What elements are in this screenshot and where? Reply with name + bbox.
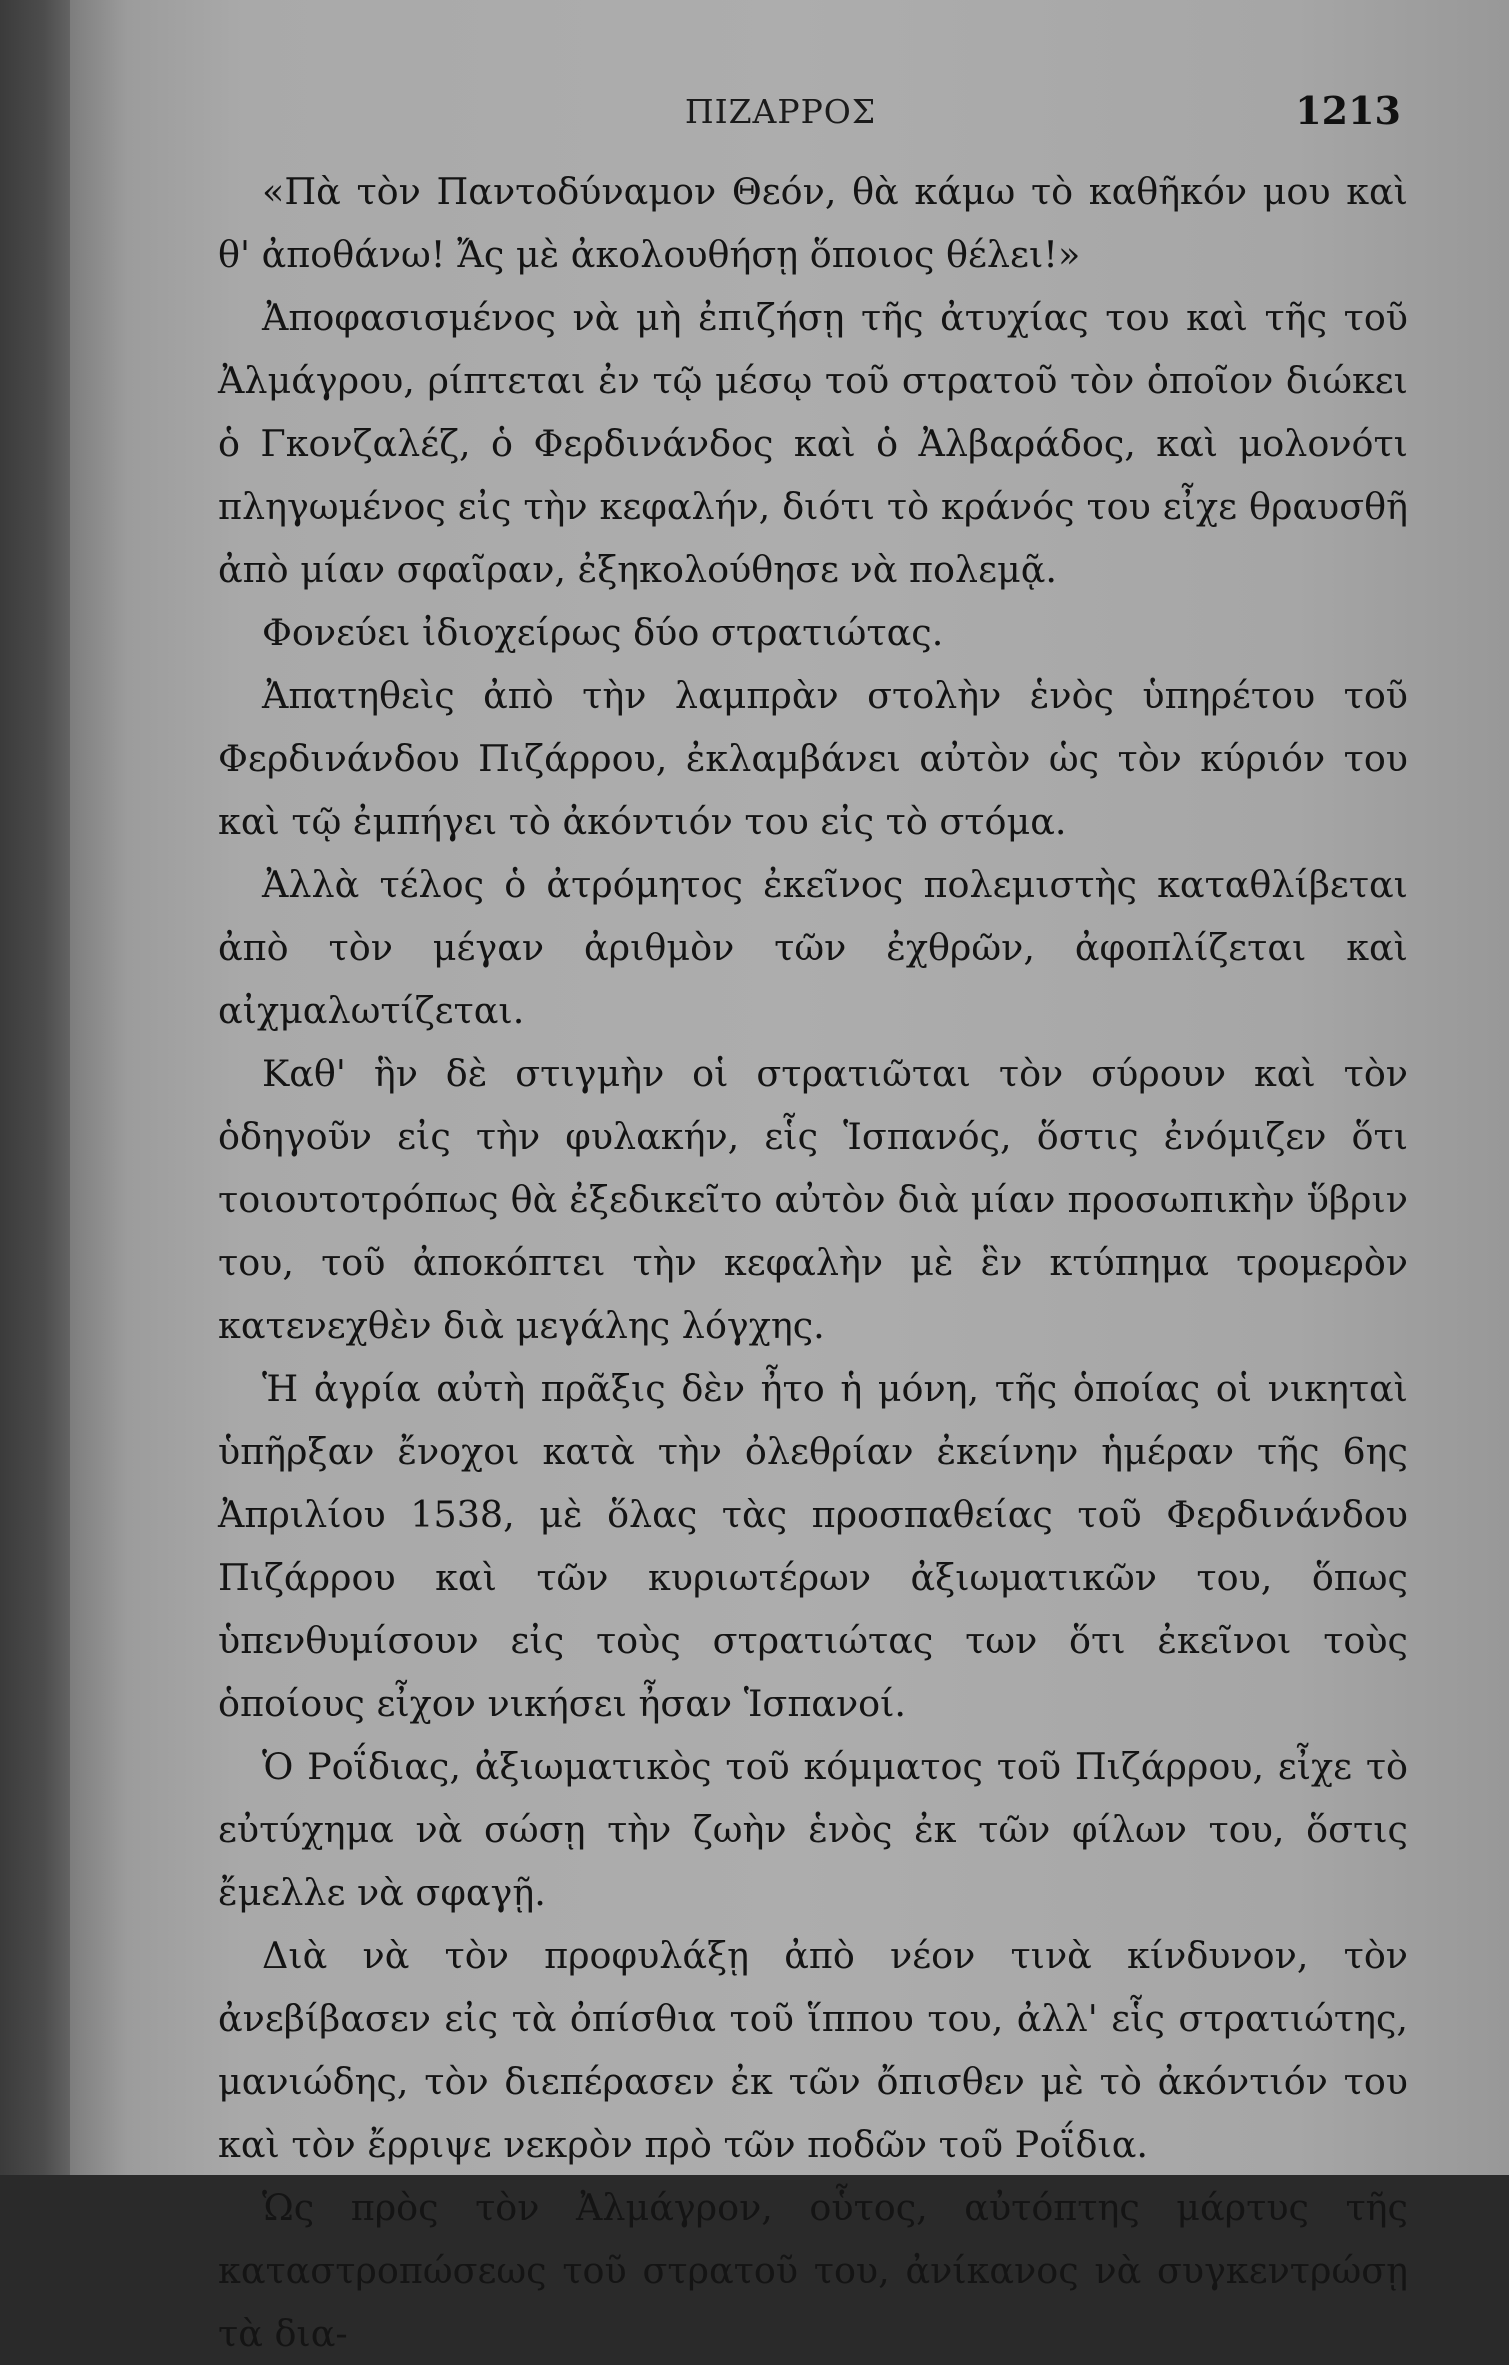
book-gutter-shadow [0, 0, 78, 2175]
book-page [70, 0, 1509, 2355]
running-title: ΠΙΖΑΡΡΟΣ [684, 92, 877, 131]
paragraph: Ὡς πρὸς τὸν Ἀλμάγρον, οὗτος, αὐτόπτης μάρτυς τῆς καταστροπώσεως τοῦ στρατοῦ του, ἀνίκανος νὰ συγκεντρώσῃ τὰ δια- [218, 2186, 1408, 2355]
paragraph: Διὰ νὰ τὸν προφυλάξῃ ἀπὸ νέον τινὰ κίνδυνον, τὸν ἀνεβίβασεν εἰς τὰ ὀπίσθια τοῦ ἵππου του, ἀλλ' εἷς στρατιώτης, μανιώδης, τὸν διεπέρασεν ἐκ τῶν ὄπισθεν μὲ τὸ ἀκόντιόν του καὶ τὸν ἔρριψε νεκρὸν πρὸ τῶν ποδῶν τοῦ Ροΐδια. [218, 1934, 1408, 2166]
paragraph: Φονεύει ἰδιοχείρως δύο στρατιώτας. [262, 611, 944, 654]
paragraph: Καθ' ἣν δὲ στιγμὴν οἱ στρατιῶται τὸν σύρουν καὶ τὸν ὁδηγοῦν εἰς τὴν φυλακήν, εἷς Ἱσπανός, ὅστις ἐνόμιζεν ὅτι τοιουτοτρόπως θὰ ἐξεδικεῖτο αὐτὸν διὰ μίαν προσωπικὴν ὕβριν του, τοῦ ἀποκόπτει τὴν κεφαλὴν μὲ ἓν κτύπημα τρομερὸν κατενεχθὲν διὰ μεγάλης λόγχης. [218, 1052, 1408, 1347]
paragraph: Ὁ Ροΐδιας, ἀξιωματικὸς τοῦ κόμματος τοῦ Πιζάρρου, εἶχε τὸ εὐτύχημα νὰ σώσῃ τὴν ζωὴν ἑνὸς ἐκ τῶν φίλων του, ὅστις ἔμελλε νὰ σφαγῇ. [218, 1745, 1408, 1914]
paragraph: Ἀλλὰ τέλος ὁ ἀτρόμητος ἐκεῖνος πολεμιστὴς καταθλίβεται ἀπὸ τὸν μέγαν ἀριθμὸν τῶν ἐχθρῶν, ἀφοπλίζεται καὶ αἰχμαλωτίζεται. [218, 863, 1408, 1032]
paragraph: Ἀποφασισμένος νὰ μὴ ἐπιζήσῃ τῆς ἀτυχίας του καὶ τῆς τοῦ Ἀλμάγρου, ρίπτεται ἐν τῷ μέσῳ τοῦ στρατοῦ τὸν ὁποῖον διώκει ὁ Γκονζαλέζ, ὁ Φερδινάνδος καὶ ὁ Ἀλβαράδος, καὶ μολονότι πληγωμένος εἰς τὴν κεφαλήν, διότι τὸ κράνός του εἶχε θραυσθῆ ἀπὸ μίαν σφαῖραν, ἐξηκολούθησε νὰ πολεμᾷ. [218, 296, 1408, 591]
body-text [218, 160, 1408, 2365]
page-header [180, 88, 1401, 136]
paragraph: Ἀπατηθεὶς ἀπὸ τὴν λαμπρὰν στολὴν ἑνὸς ὑπηρέτου τοῦ Φερδινάνδου Πιζάρρου, ἐκλαμβάνει αὐτὸν ὡς τὸν κύριόν του καὶ τῷ ἐμπήγει τὸ ἀκόντιόν του εἰς τὸ στόμα. [218, 674, 1408, 843]
page-number: 1213 [1295, 88, 1401, 133]
paragraph: Ἡ ἀγρία αὐτὴ πρᾶξις δὲν ἦτο ἡ μόνη, τῆς ὁποίας οἱ νικηταὶ ὑπῆρξαν ἔνοχοι κατὰ τὴν ὀλεθρίαν ἐκείνην ἡμέραν τῆς 6ης Ἀπριλίου 1538, μὲ ὅλας τὰς προσπαθείας τοῦ Φερδινάνδου Πιζάρρου καὶ τῶν κυριωτέρων ἀξιωματικῶν του, ὅπως ὑπενθυμίσουν εἰς τοὺς στρατιώτας των ὅτι ἐκεῖνοι τοὺς ὁποίους εἶχον νικήσει ἦσαν Ἱσπανοί. [218, 1367, 1408, 1725]
paragraph: «Πὰ τὸν Παντοδύναμον Θεόν, θὰ κάμω τὸ καθῆκόν μου καὶ θ' ἀποθάνω! Ἄς μὲ ἀκολουθήσῃ ὅποιος θέλει!» [218, 170, 1408, 276]
